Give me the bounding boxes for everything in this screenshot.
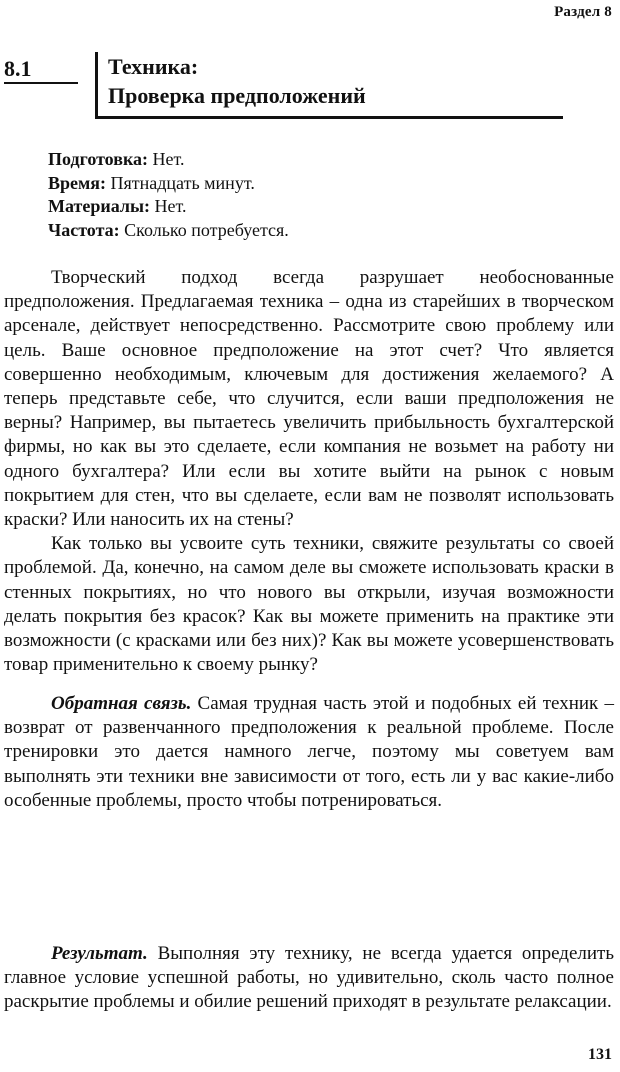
meta-materials-value: Нет. [150,196,187,216]
section-number: 8.1 [4,56,78,84]
meta-preparation [48,148,289,172]
section-title-line-2: Проверка предположений [108,83,366,108]
section-title-line-1: Техника: [108,54,199,79]
paragraph-feedback [4,692,614,813]
meta-frequency [48,219,289,243]
technique-meta [48,148,289,242]
section-title [95,52,563,119]
page-number: 131 [588,1046,612,1063]
meta-frequency-value: Сколько потребуется. [119,219,289,240]
paragraph-1: Творческий подход всегда разрушает необоснованные предположения. Предлагаемая техника – одна из старейших в творческом арсенале, действует непосредственно. Рассмотрите свою проблему или цель. Ваше основное предположение на этот счет? Что является совершенно необходимым, ключевым для достижения желаемого? А теперь представьте себе, что случится, если ваши предположения не верны? Например, вы пытаетесь увеличить прибыльность бухгалтерской фирмы, но как вы это сделаете, если компания не возьмет на работу ни одного бухгалтера? Или если вы хотите выйти на рынок с новым покрытием для стен, что вы сделаете, если вам не позволят использовать краски? Или наносить их на стены? [4,267,614,531]
meta-materials [48,195,289,219]
feedback-section [4,692,614,813]
meta-time-label: Время: [48,172,106,193]
meta-materials-label: Материалы: [48,196,151,216]
running-header: Раздел 8 [554,4,612,20]
meta-time [48,172,289,196]
paragraph-result [4,942,614,1015]
result-section [4,942,614,1015]
meta-preparation-value: Нет. [148,149,185,169]
body-main [4,266,614,677]
meta-frequency-label: Частота: [48,219,120,240]
paragraph-2: Как только вы усвоите суть техники, свяжите результаты со своей проблемой. Да, конечно, на самом деле вы сможете использовать краски в стенных покрытиях, но что нового вы открыли, изучая возможности делать покрытия без красок? Как вы можете применить на практике эти возможности (с красками или без них)? Как вы можете усовершенствовать товар применительно к своему рынку? [4,533,614,676]
result-lead: Результат. [51,943,148,964]
meta-time-value: Пятнадцать минут. [106,172,255,193]
feedback-lead: Обратная связь. [51,693,192,714]
meta-preparation-label: Подготовка: [48,149,149,169]
feedback-text: Самая трудная часть этой и подобных ей техник –возврат от развенчанного предположения к реальной проблеме. После тренировки это дается намного легче, поэтому мы советуем вам выполнять эти техники вне зависимости от того, есть ли у вас какие-либо особенные проблемы, просто чтобы потренироваться. [4,693,614,811]
result-text: Выполняя эту технику, не всегда удается определить главное условие успешной работы, но удивительно, сколь часто полное раскрытие проблемы и обилие решений приходят в результате релаксации. [4,943,614,1013]
